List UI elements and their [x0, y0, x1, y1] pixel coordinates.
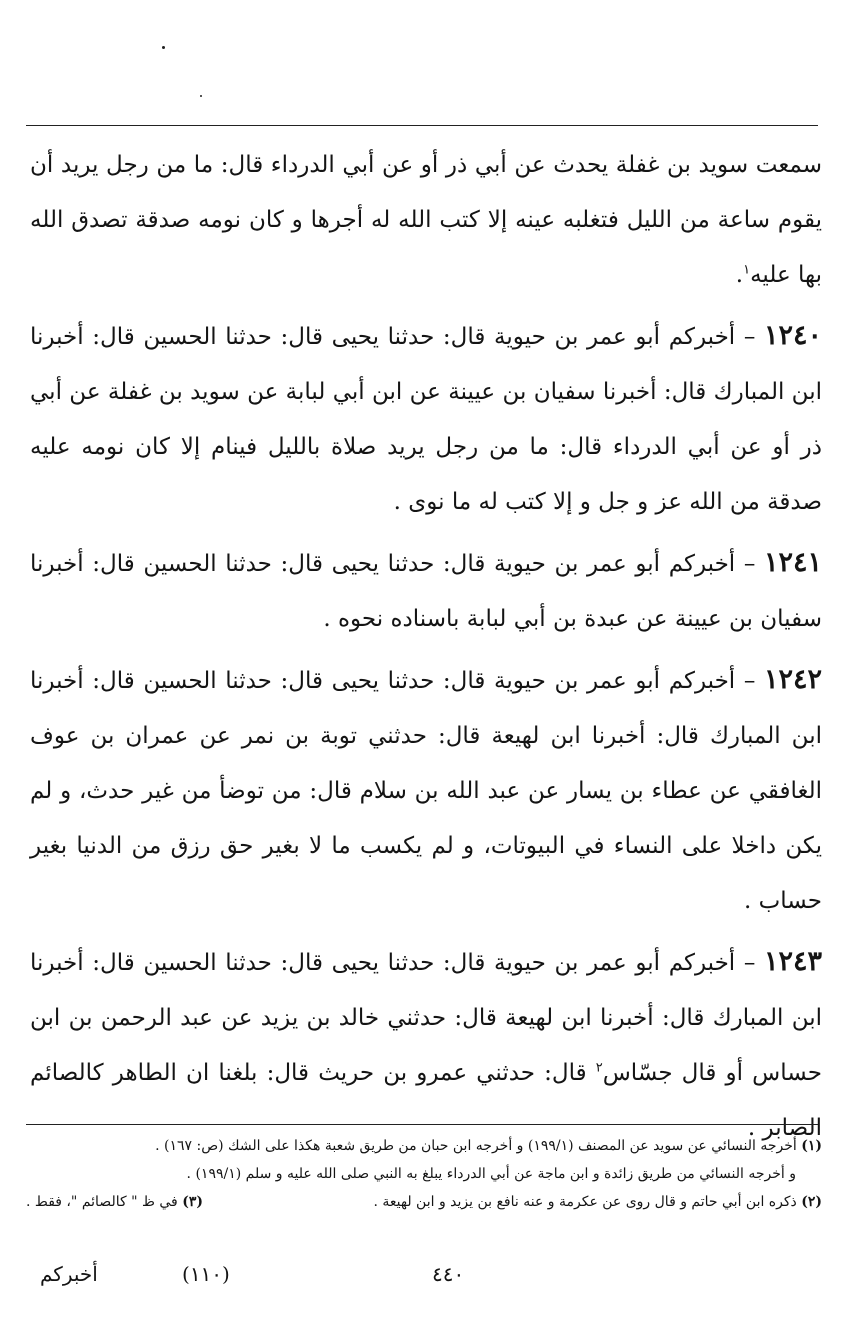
footnote-text: و أخرجه النسائي من طريق زائدة و ابن ماجة عن أبي الدرداء يبلغ به النبي صلى الله عليه و سلم (١٩٩/١) . — [186, 1166, 796, 1182]
footnote-mark: (٣) — [182, 1194, 203, 1210]
footnote-1-continued — [26, 1160, 822, 1188]
hadith-number: ١٢٤٢ — [763, 664, 822, 695]
paragraph-continuation — [30, 138, 822, 303]
page-footer — [0, 1262, 856, 1302]
hadith-number: ١٢٤١ — [763, 547, 822, 578]
page-number: ٤٤٠ — [432, 1262, 465, 1286]
footnote-ref: ١ — [743, 262, 751, 278]
paragraph-end: . — [735, 262, 744, 288]
ink-speck — [162, 46, 165, 49]
paragraph-end: قال: حدثني عمرو بن حريث قال: بلغنا ان الطاهر كالصائم الصابر . — [30, 1060, 822, 1141]
juz-number: (١١٠) — [182, 1262, 230, 1286]
footnote-text: أخرجه النسائي عن سويد عن المصنف (١٩٩/١) و أخرجه ابن حبان من طريق شعبة هكذا على الشك (ص: ١٦٧) . — [155, 1138, 802, 1154]
footnotes — [26, 1132, 822, 1216]
hadith-number: ١٢٤٣ — [763, 946, 822, 977]
hadith-1243 — [30, 934, 822, 1156]
paragraph-text: – أخبركم أبو عمر بن حيوية قال: حدثنا يحيى قال: حدثنا الحسين قال: أخبرنا ابن المبارك قال: أخبرنا ابن لهيعة قال: حدثني خالد بن يزيد عن عبد الرحمن بن ابن حساس أو قال جسّاس — [30, 950, 822, 1086]
footnote-text: في ظ " كالصائم "، فقط . — [26, 1194, 183, 1210]
hadith-1241 — [30, 535, 822, 647]
footnote-row — [26, 1188, 822, 1216]
ink-speck — [200, 95, 202, 97]
header-rule — [26, 125, 818, 126]
footnote-text: ذكره ابن أبي حاتم و قال روى عن عكرمة و عنه نافع بن يزيد و ابن لهيعة . — [373, 1194, 802, 1210]
footnote-ref: ٢ — [595, 1060, 603, 1076]
hadith-1242 — [30, 652, 822, 929]
footnote-rule — [26, 1124, 818, 1125]
hadith-1240 — [30, 308, 822, 530]
paragraph-text: سمعت سويد بن غفلة يحدث عن أبي ذر أو عن أبي الدرداء قال: ما من رجل يريد أن يقوم ساعة من الليل فتغلبه عينه إلا كتب الله له أجرها و كان نومه صدقة تصدق الله بها عليه — [30, 152, 822, 288]
footnote-3 — [26, 1188, 203, 1216]
paragraph-text: – أخبركم أبو عمر بن حيوية قال: حدثنا يحيى قال: حدثنا الحسين قال: أخبرنا ابن المبارك قال: أخبرنا ابن لهيعة قال: حدثني توبة بن نمر عن عمران بن عوف الغافقي عن عطاء بن يسار عن عبد الله بن سلام قال: من توضأ من غير حدث، و لم يكن داخلا على النساء في البيوتات، و لم يكسب ما لا بغير حق رزق من الدنيا بغير حساب . — [30, 668, 822, 914]
footnote-2 — [374, 1188, 823, 1216]
footnote-mark: (٢) — [801, 1194, 822, 1210]
hadith-number: ١٢٤٠ — [763, 320, 822, 351]
footnote-mark: (١) — [801, 1138, 822, 1154]
paragraph-text: – أخبركم أبو عمر بن حيوية قال: حدثنا يحيى قال: حدثنا الحسين قال: أخبرنا سفيان بن عيينة عن عبدة بن أبي لبابة باسناده نحوه . — [30, 551, 822, 632]
main-text — [30, 138, 822, 1156]
paragraph-text: – أخبركم أبو عمر بن حيوية قال: حدثنا يحيى قال: حدثنا الحسين قال: أخبرنا ابن المبارك قال: أخبرنا سفيان بن عيينة عن ابن أبي لبابة عن سويد بن غفلة عن أبي ذر أو عن أبي الدرداء قال: ما من رجل يريد صلاة بالليل فينام إلا كان نومه عليه صدقة من الله عز و جل و إلا كتب له ما نوى . — [30, 324, 822, 515]
footnote-1 — [26, 1132, 822, 1160]
catchword: أخبركم — [40, 1262, 98, 1286]
